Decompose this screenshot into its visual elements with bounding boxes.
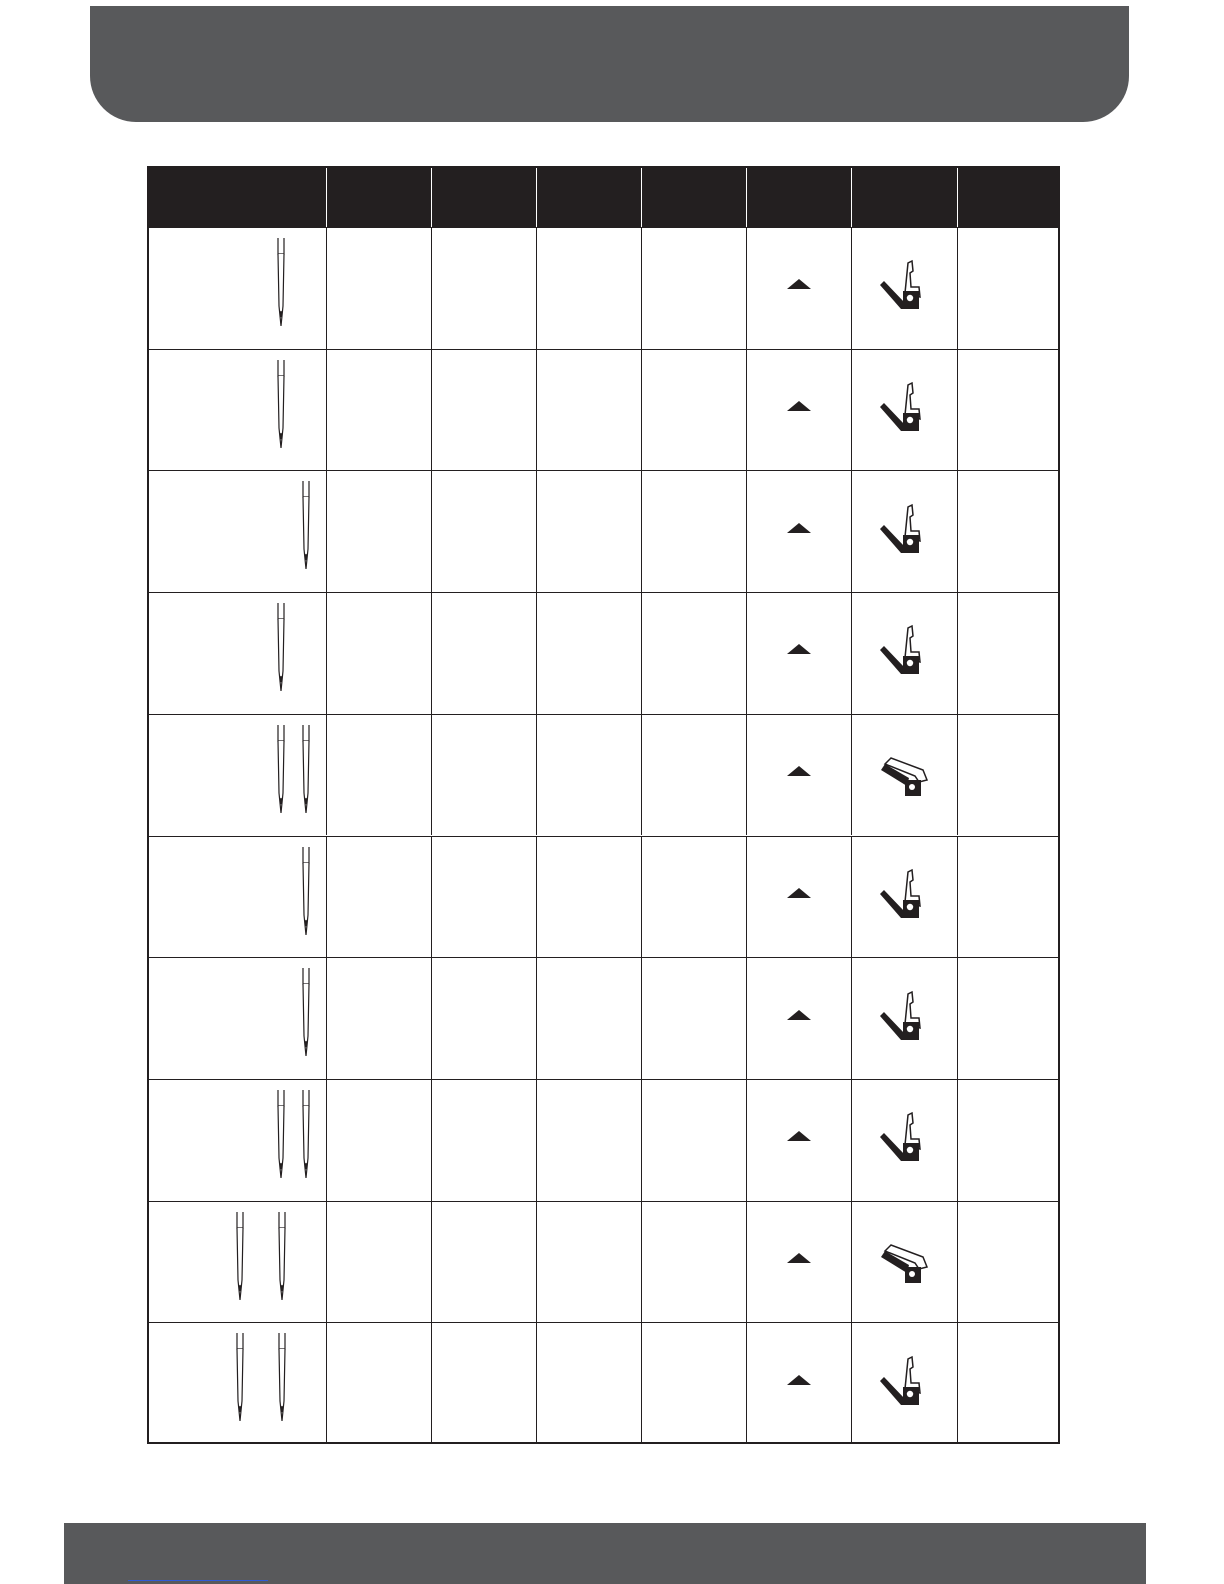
presser-foot-raised-icon [875, 988, 935, 1050]
table-cell [431, 593, 536, 714]
presser-foot-raised-icon [875, 379, 935, 441]
table-cell [326, 1080, 431, 1201]
table-cell [536, 837, 641, 958]
table-cell [326, 1202, 431, 1323]
up-arrow-icon [787, 1010, 811, 1020]
feed-dog-cell [746, 958, 851, 1079]
table-cell [957, 350, 1060, 471]
table-cell [641, 593, 746, 714]
needle-icon [299, 481, 313, 573]
table-cell [326, 837, 431, 958]
table-cell [431, 715, 536, 836]
table-cell [957, 715, 1060, 836]
up-arrow-icon [787, 888, 811, 898]
table-cell [431, 1202, 536, 1323]
needle-position-cell [149, 715, 326, 836]
table-cell [326, 350, 431, 471]
table-cell [641, 1202, 746, 1323]
table-cell [431, 1080, 536, 1201]
table-cell [536, 1080, 641, 1201]
needle-icon [233, 1333, 247, 1425]
presser-foot-raised-icon [875, 257, 935, 319]
table-cell [536, 958, 641, 1079]
column-header [746, 168, 851, 227]
feed-dog-cell [746, 471, 851, 592]
table-cell [536, 228, 641, 349]
table-cell [641, 1323, 746, 1444]
top-banner [90, 6, 1129, 122]
up-arrow-icon [787, 1253, 811, 1263]
up-arrow-icon [787, 279, 811, 289]
table-cell [641, 1080, 746, 1201]
presser-foot-cell [851, 1202, 957, 1323]
table-cell [536, 471, 641, 592]
presser-foot-lowered-icon [875, 744, 935, 806]
needle-position-cell [149, 228, 326, 349]
column-header [149, 168, 326, 227]
table-cell [641, 350, 746, 471]
table-cell [431, 350, 536, 471]
up-arrow-icon [787, 401, 811, 411]
column-header [641, 168, 746, 227]
table-cell [326, 958, 431, 1079]
presser-foot-cell [851, 1323, 957, 1444]
table-cell [326, 471, 431, 592]
up-arrow-icon [787, 1131, 811, 1141]
table-cell [957, 1202, 1060, 1323]
needle-icon [274, 725, 288, 817]
feed-dog-cell [746, 1202, 851, 1323]
presser-foot-cell [851, 593, 957, 714]
table-cell [536, 1202, 641, 1323]
needle-position-cell [149, 958, 326, 1079]
feed-dog-cell [746, 350, 851, 471]
needle-icon [274, 238, 288, 330]
up-arrow-icon [787, 766, 811, 776]
up-arrow-icon [787, 523, 811, 533]
presser-foot-cell [851, 350, 957, 471]
table-row [149, 1201, 1058, 1323]
table-row [149, 714, 1058, 836]
column-header [536, 168, 641, 227]
table-row [149, 1079, 1058, 1201]
table-cell [431, 837, 536, 958]
needle-icon [274, 360, 288, 452]
table-cell [957, 228, 1060, 349]
feed-dog-cell [746, 1323, 851, 1444]
feed-dog-cell [746, 228, 851, 349]
table-cell [957, 471, 1060, 592]
needle-icon [275, 1333, 289, 1425]
presser-foot-cell [851, 1080, 957, 1201]
table-cell [326, 228, 431, 349]
needle-position-cell [149, 1080, 326, 1201]
needle-position-cell [149, 471, 326, 592]
needle-icon [233, 1212, 247, 1304]
needle-settings-table [147, 166, 1060, 1444]
presser-foot-cell [851, 228, 957, 349]
table-cell [431, 471, 536, 592]
table-cell [641, 837, 746, 958]
column-header [326, 168, 431, 227]
needle-icon [299, 847, 313, 939]
presser-foot-cell [851, 715, 957, 836]
presser-foot-raised-icon [875, 1109, 935, 1171]
table-row [149, 470, 1058, 592]
needle-icon [299, 1090, 313, 1182]
up-arrow-icon [787, 644, 811, 654]
footer-bar [64, 1523, 1146, 1584]
feed-dog-cell [746, 593, 851, 714]
needle-position-cell [149, 1202, 326, 1323]
table-cell [957, 958, 1060, 1079]
table-header [149, 168, 1058, 227]
needle-icon [299, 725, 313, 817]
needle-position-cell [149, 1323, 326, 1444]
presser-foot-raised-icon [875, 1353, 935, 1415]
table-cell [641, 715, 746, 836]
needle-icon [299, 968, 313, 1060]
presser-foot-cell [851, 958, 957, 1079]
needle-icon [274, 603, 288, 695]
needle-position-cell [149, 350, 326, 471]
up-arrow-icon [787, 1375, 811, 1385]
presser-foot-lowered-icon [875, 1231, 935, 1293]
table-cell [431, 1323, 536, 1444]
table-cell [431, 228, 536, 349]
feed-dog-cell [746, 837, 851, 958]
table-cell [641, 228, 746, 349]
table-cell [957, 837, 1060, 958]
feed-dog-cell [746, 715, 851, 836]
presser-foot-cell [851, 471, 957, 592]
table-cell [957, 1323, 1060, 1444]
presser-foot-raised-icon [875, 501, 935, 563]
table-cell [326, 715, 431, 836]
table-cell [431, 958, 536, 1079]
table-row [149, 957, 1058, 1079]
presser-foot-raised-icon [875, 866, 935, 928]
table-row [149, 836, 1058, 958]
needle-position-cell [149, 837, 326, 958]
table-cell [536, 593, 641, 714]
table-cell [326, 593, 431, 714]
table-row [149, 227, 1058, 349]
table-cell [326, 1323, 431, 1444]
feed-dog-cell [746, 1080, 851, 1201]
presser-foot-raised-icon [875, 622, 935, 684]
presser-foot-cell [851, 837, 957, 958]
needle-icon [275, 1212, 289, 1304]
table-cell [641, 958, 746, 1079]
table-cell [641, 471, 746, 592]
needle-icon [274, 1090, 288, 1182]
column-header [431, 168, 536, 227]
table-cell [536, 350, 641, 471]
footer-link[interactable] [128, 1580, 268, 1581]
table-cell [536, 1323, 641, 1444]
table-row [149, 592, 1058, 714]
table-row [149, 349, 1058, 471]
table-cell [536, 715, 641, 836]
table-cell [957, 593, 1060, 714]
column-header [957, 168, 1060, 227]
needle-position-cell [149, 593, 326, 714]
table-cell [957, 1080, 1060, 1201]
column-header [851, 168, 957, 227]
table-row [149, 1322, 1058, 1444]
